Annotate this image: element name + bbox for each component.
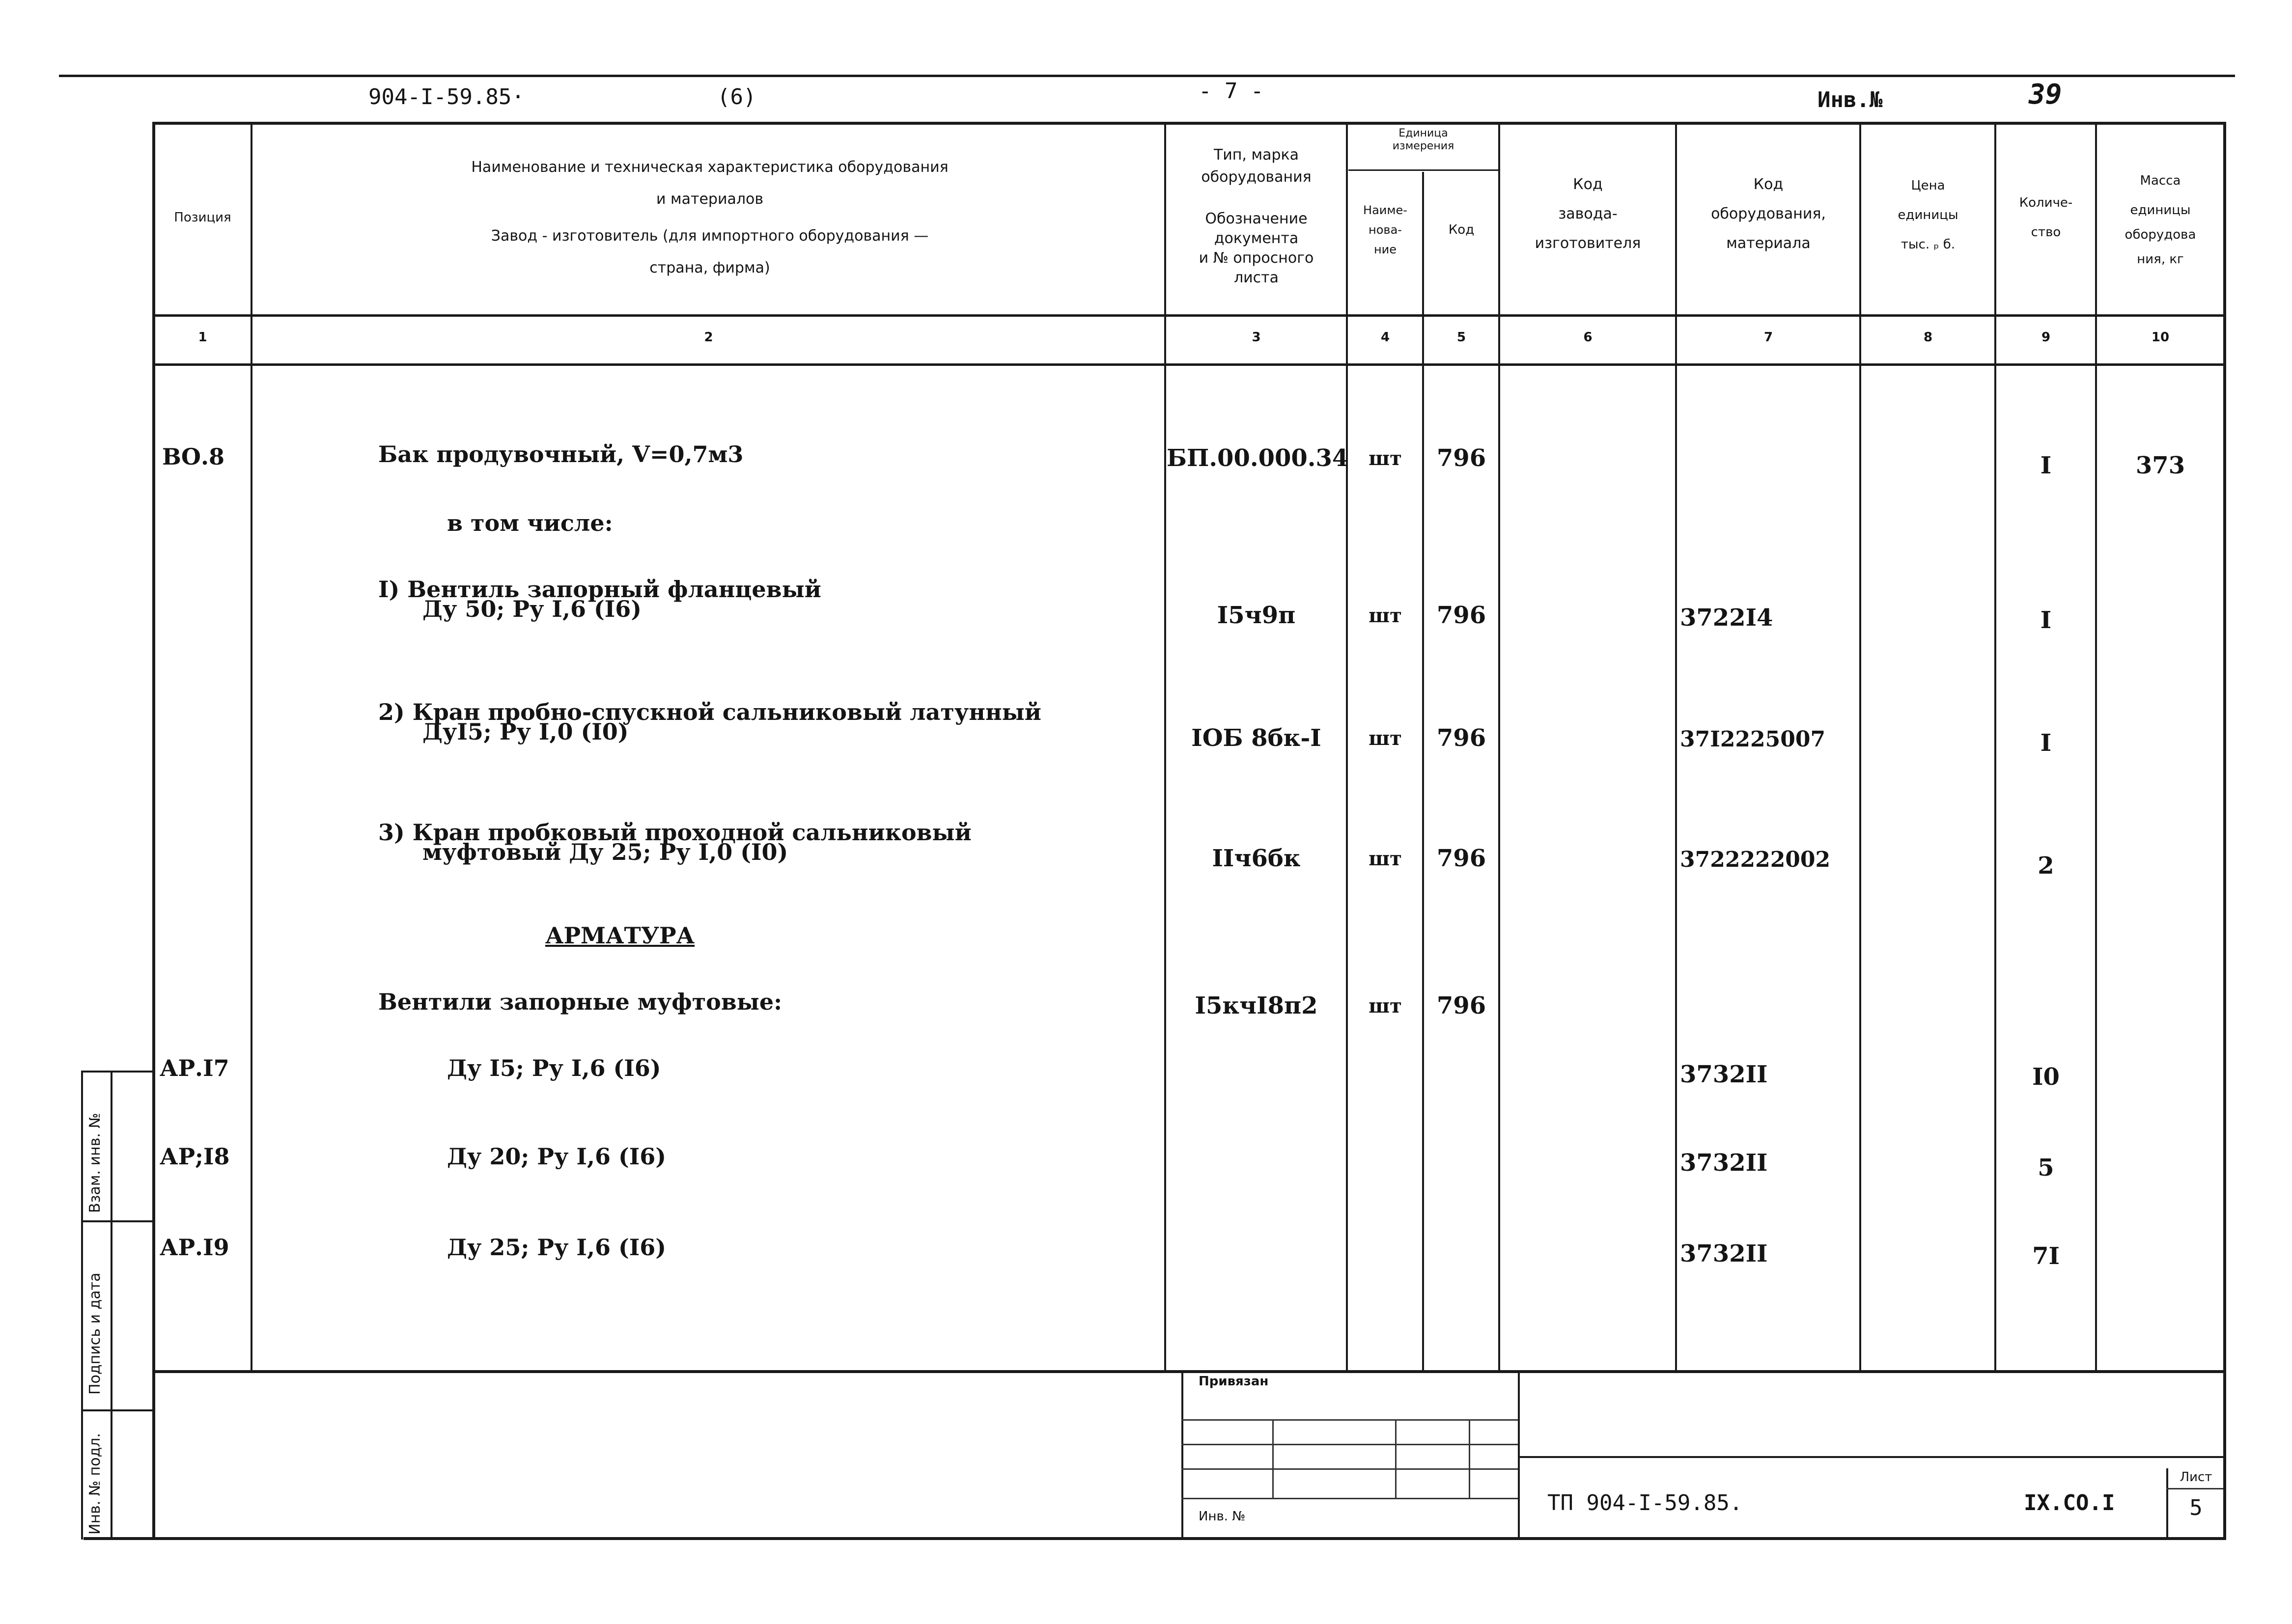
- table-top-line: [152, 122, 2225, 125]
- hdr-mass-l1: Масса: [2140, 173, 2181, 188]
- colnum-5: 5: [1456, 330, 1466, 345]
- colnum-6: 6: [1583, 330, 1593, 345]
- row-qty: 2: [2038, 852, 2054, 880]
- row-type: IIч6бк: [1212, 845, 1301, 872]
- hdr-name-l2: и материалов: [656, 191, 764, 208]
- hdr-matcode-l2: оборудования,: [1711, 205, 1826, 222]
- hdr-name-l4: страна, фирма): [649, 259, 770, 276]
- tp-code: ТП 904-I-59.85.: [1547, 1490, 1743, 1515]
- stamp-sep: [1395, 1419, 1397, 1498]
- hdr-unit-l1: Единица: [1398, 127, 1448, 139]
- row-type: I5кчI8п2: [1195, 992, 1318, 1019]
- hdr-unitcode: Код: [1448, 222, 1475, 237]
- row-type: I5ч9п: [1217, 602, 1296, 629]
- row-unit-code: 796: [1436, 845, 1486, 872]
- colnum-10: 10: [2151, 330, 2170, 345]
- unit-sub-line: [1348, 169, 1498, 171]
- col-sep: [1164, 122, 1166, 1370]
- hdr-position: Позиция: [174, 210, 231, 225]
- hdr-type-l1: Тип, марка: [1213, 146, 1299, 164]
- side-strip-line: [81, 1409, 152, 1411]
- list-label: Лист: [2180, 1470, 2212, 1485]
- page-mark: (6): [717, 84, 756, 110]
- row-name-l2: ДуI5; Ру I,0 (I0): [422, 718, 629, 745]
- row-material-code: 3732II: [1680, 1240, 1768, 1267]
- row-qty: 5: [2038, 1154, 2054, 1182]
- col-sep: [1675, 122, 1677, 1370]
- top-frame-line: [59, 75, 2235, 77]
- row-name: Ду I5; Ру I,6 (I6): [447, 1055, 661, 1081]
- hdr-factory-l1: Код: [1573, 176, 1603, 193]
- row-type: БП.00.000.34: [1167, 444, 1349, 472]
- hdr-type-l5: и № опросного: [1199, 249, 1314, 267]
- hdr-price-l3: тыс. ₚ б.: [1901, 237, 1956, 252]
- col-sep: [1994, 122, 1996, 1370]
- hdr-mass-l2: единицы: [2130, 203, 2191, 218]
- row-material-code: 37I2225007: [1680, 727, 1826, 752]
- row-unit-code: 796: [1436, 602, 1486, 629]
- side-strip-line: [81, 1220, 152, 1222]
- title-block-line: [2166, 1488, 2223, 1489]
- colnum-3: 3: [1252, 330, 1261, 345]
- row-unit: шт: [1369, 994, 1402, 1018]
- section-title: АРМАТУРА: [545, 922, 695, 949]
- row-qty: I: [2040, 606, 2052, 634]
- colnum-bottom-line: [152, 363, 2225, 366]
- colnum-8: 8: [1923, 330, 1933, 345]
- row-position: АР;I8: [160, 1143, 230, 1170]
- row-name-l2: Ду 50; Ру I,6 (I6): [422, 596, 642, 622]
- hdr-name-l1: Наименование и техническая характеристика оборудования: [471, 159, 949, 176]
- stamp-privyazan: Привязан: [1199, 1374, 1269, 1389]
- colnum-7: 7: [1763, 330, 1773, 345]
- sheet-code: IX.CO.I: [2024, 1490, 2115, 1515]
- including-label: в том числе:: [447, 510, 613, 536]
- row-unit: шт: [1369, 727, 1402, 750]
- row-name-l1: I) Вентиль запорный фланцевый: [378, 576, 821, 603]
- hdr-type-l3: Обозначение: [1205, 210, 1308, 227]
- col-sep: [1498, 122, 1500, 1370]
- row-material-code: 3722222002: [1680, 847, 1831, 872]
- row-name: Бак продувочный, V=0,7м3: [378, 441, 744, 468]
- col-sep: [1422, 172, 1424, 1370]
- col-sep: [1346, 122, 1348, 1370]
- row-unit-code: 796: [1436, 724, 1486, 752]
- row-position: АР.I9: [160, 1234, 229, 1261]
- row-name-l2: муфтовый Ду 25; Ру I,0 (I0): [422, 839, 788, 865]
- row-material-code: 3732II: [1680, 1149, 1768, 1177]
- doc-code: 904-I-59.85·: [368, 84, 525, 110]
- inv-label: Инв.№: [1817, 87, 1883, 112]
- hdr-qty-l1: Количе-: [2019, 195, 2073, 210]
- hdr-mass-l4: ния, кг: [2137, 252, 2184, 267]
- row-unit: шт: [1369, 604, 1402, 627]
- center-page-number: - 7 -: [1199, 79, 1264, 104]
- hdr-type-l2: оборудования: [1201, 168, 1312, 186]
- row-qty: I: [2040, 452, 2052, 479]
- row-type: IОБ 8бк-I: [1191, 724, 1321, 752]
- hdr-unit-l2: измерения: [1392, 140, 1454, 152]
- stamp-inv-no: Инв. №: [1199, 1509, 1246, 1524]
- colnum-2: 2: [704, 330, 713, 345]
- stamp-line: [1181, 1468, 1518, 1470]
- list-number: 5: [2189, 1495, 2203, 1520]
- hdr-unitname-l2: нова-: [1369, 223, 1402, 237]
- hdr-price-l2: единицы: [1898, 208, 1958, 222]
- header-bottom-line: [152, 314, 2225, 317]
- hdr-factory-l2: завода-: [1558, 205, 1618, 222]
- hdr-qty-l2: ство: [2031, 225, 2061, 240]
- row-qty: I0: [2032, 1063, 2060, 1091]
- stamp-line: [1181, 1498, 1518, 1499]
- row-qty: 7I: [2032, 1242, 2060, 1270]
- col-sep: [1859, 122, 1861, 1370]
- row-qty: I: [2040, 729, 2052, 757]
- title-block-line: [1518, 1456, 2223, 1458]
- hdr-matcode-l3: материала: [1726, 235, 1811, 252]
- stamp-sep: [1518, 1370, 1520, 1537]
- side-vzam: Взам. инв. №: [86, 1113, 104, 1213]
- hdr-unitname-l1: Наиме-: [1363, 203, 1407, 217]
- row-position: АР.I7: [160, 1055, 229, 1081]
- hdr-mass-l3: оборудова: [2124, 227, 2196, 242]
- side-strip-mid: [111, 1071, 112, 1540]
- side-inv-podl: Инв. № подл.: [86, 1433, 104, 1535]
- row-name-l1: 2) Кран пробно-спускной сальниковый латунный: [378, 699, 1041, 725]
- stamp-sep: [1272, 1419, 1274, 1498]
- row-unit-code: 796: [1436, 992, 1486, 1019]
- row-position: ВО.8: [162, 443, 224, 470]
- row-name: Ду 20; Ру I,6 (I6): [447, 1143, 667, 1170]
- body-bottom-line: [152, 1370, 2225, 1373]
- stamp-line: [1181, 1444, 1518, 1445]
- hdr-type-l4: документа: [1214, 230, 1299, 247]
- row-name: Ду 25; Ру I,6 (I6): [447, 1234, 667, 1261]
- row-unit-code: 796: [1436, 444, 1486, 472]
- colnum-4: 4: [1380, 330, 1390, 345]
- hdr-price-l1: Цена: [1911, 178, 1945, 193]
- inv-stamp: 39: [2029, 79, 2062, 110]
- hdr-name-l3: Завод - изготовитель (для импортного оборудования —: [491, 227, 929, 245]
- stamp-line: [1181, 1419, 1518, 1421]
- row-material-code: 3732II: [1680, 1061, 1768, 1088]
- row-material-code: 3722I4: [1680, 604, 1773, 632]
- hdr-factory-l3: изготовителя: [1535, 235, 1641, 252]
- row-unit: шт: [1369, 847, 1402, 870]
- hdr-unitname-l3: ние: [1373, 243, 1397, 256]
- frame-bottom-line: [84, 1537, 2225, 1540]
- row-mass: 373: [2135, 452, 2185, 479]
- side-strip-line: [81, 1071, 152, 1073]
- hdr-type-l6: листа: [1233, 269, 1279, 286]
- col-sep: [2095, 122, 2097, 1370]
- frame-right-line: [2223, 122, 2226, 1540]
- colnum-1: 1: [198, 330, 207, 345]
- side-strip-left: [81, 1071, 83, 1540]
- hdr-matcode-l1: Код: [1753, 176, 1784, 193]
- row-name: Вентили запорные муфтовые:: [378, 989, 783, 1015]
- title-block-sep: [2166, 1468, 2168, 1537]
- row-name-l1: 3) Кран пробковый проходной сальниковый: [378, 819, 972, 846]
- colnum-9: 9: [2041, 330, 2051, 345]
- col-sep: [251, 122, 252, 1370]
- side-podpis: Подпись и дата: [86, 1272, 104, 1395]
- row-unit: шт: [1369, 447, 1402, 470]
- stamp-sep: [1181, 1370, 1183, 1537]
- stamp-sep: [1469, 1419, 1470, 1498]
